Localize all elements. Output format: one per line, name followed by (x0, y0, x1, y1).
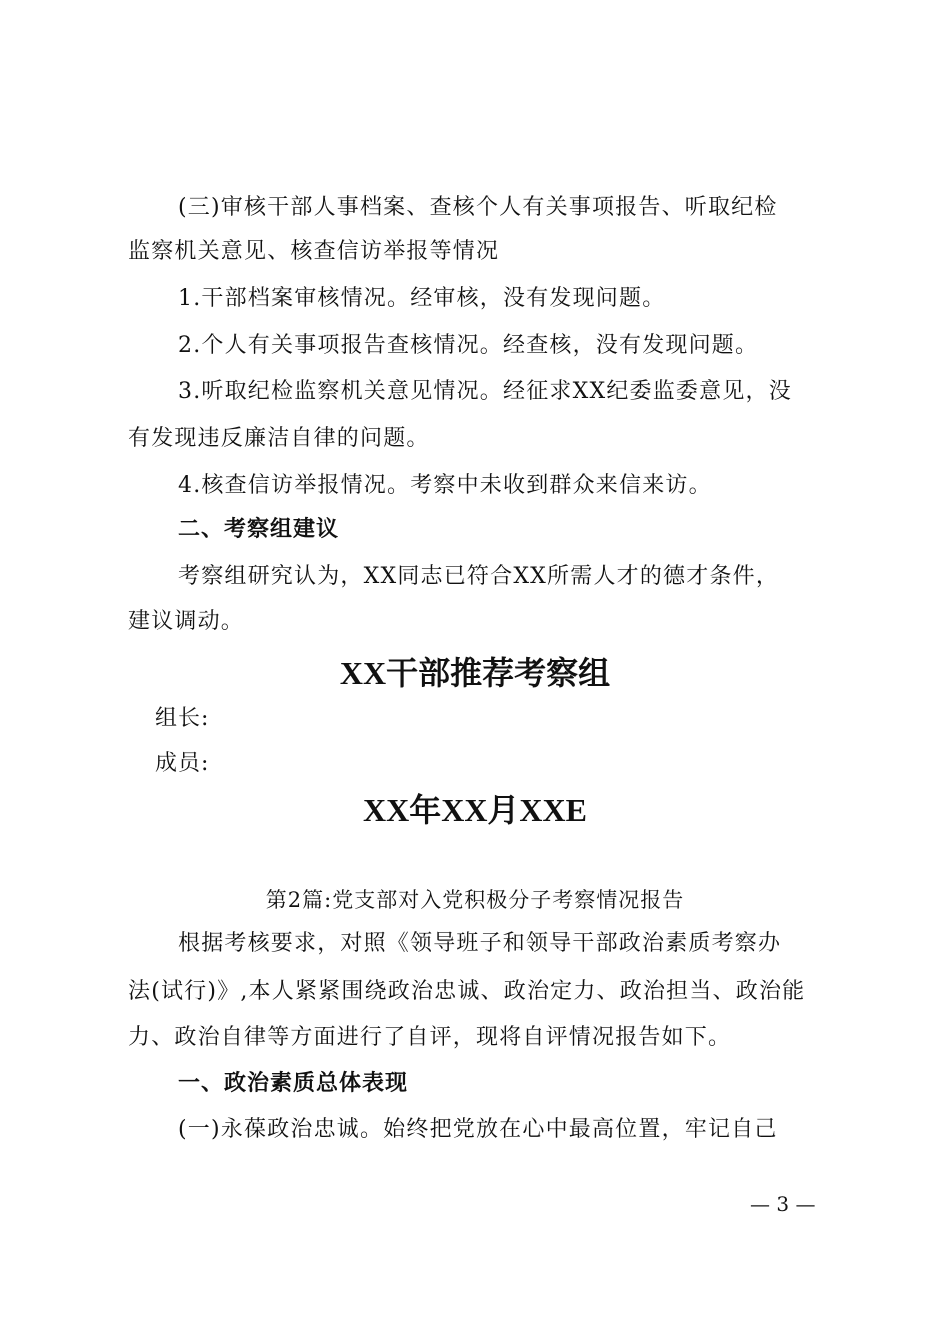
section-two-para-line2: 建议调动。 (128, 609, 245, 634)
signature-date: XX年XX月XXE (362, 792, 587, 828)
item-1: 1.干部档案审核情况。经审核，没有发现问题。 (178, 286, 666, 311)
signature-org: XX干部推荐考察组 (339, 655, 611, 691)
article2-intro-line1: 根据考核要求，对照《领导班子和领导干部政治素质考察办 (178, 931, 782, 956)
section-two-heading: 二、考察组建议 (178, 517, 340, 542)
article2-intro-line3: 力、政治自律等方面进行了自评，现将自评情况报告如下。 (128, 1025, 732, 1050)
article2-title: 第2篇:党支部对入党积极分子考察情况报告 (265, 888, 685, 912)
article2-intro-line2: 法(试行)》,本人紧紧围绕政治忠诚、政治定力、政治担当、政治能 (128, 979, 806, 1004)
item-3-line1: 3.听取纪检监察机关意见情况。经征求XX纪委监委意见，没 (178, 379, 792, 404)
item-3-line2: 有发现违反廉洁自律的问题。 (128, 426, 430, 451)
section-three-title-line2: 监察机关意见、核查信访举报等情况 (128, 239, 500, 264)
page-number: — 3 — (750, 1192, 816, 1216)
signature-leader: 组长: (155, 706, 210, 731)
signature-members: 成员: (155, 751, 210, 776)
item-2: 2.个人有关事项报告查核情况。经查核，没有发现问题。 (178, 333, 759, 358)
article2-sub1: (一)永葆政治忠诚。始终把党放在心中最高位置，牢记自己 (178, 1117, 778, 1142)
item-4: 4.核查信访举报情况。考察中未收到群众来信来访。 (178, 473, 712, 498)
section-two-para-line1: 考察组研究认为，XX同志已符合XX所需人才的德才条件， (178, 564, 780, 589)
article2-heading1: 一、政治素质总体表现 (178, 1071, 409, 1096)
section-three-title-line1: (三)审核干部人事档案、查核个人有关事项报告、听取纪检 (178, 195, 778, 220)
